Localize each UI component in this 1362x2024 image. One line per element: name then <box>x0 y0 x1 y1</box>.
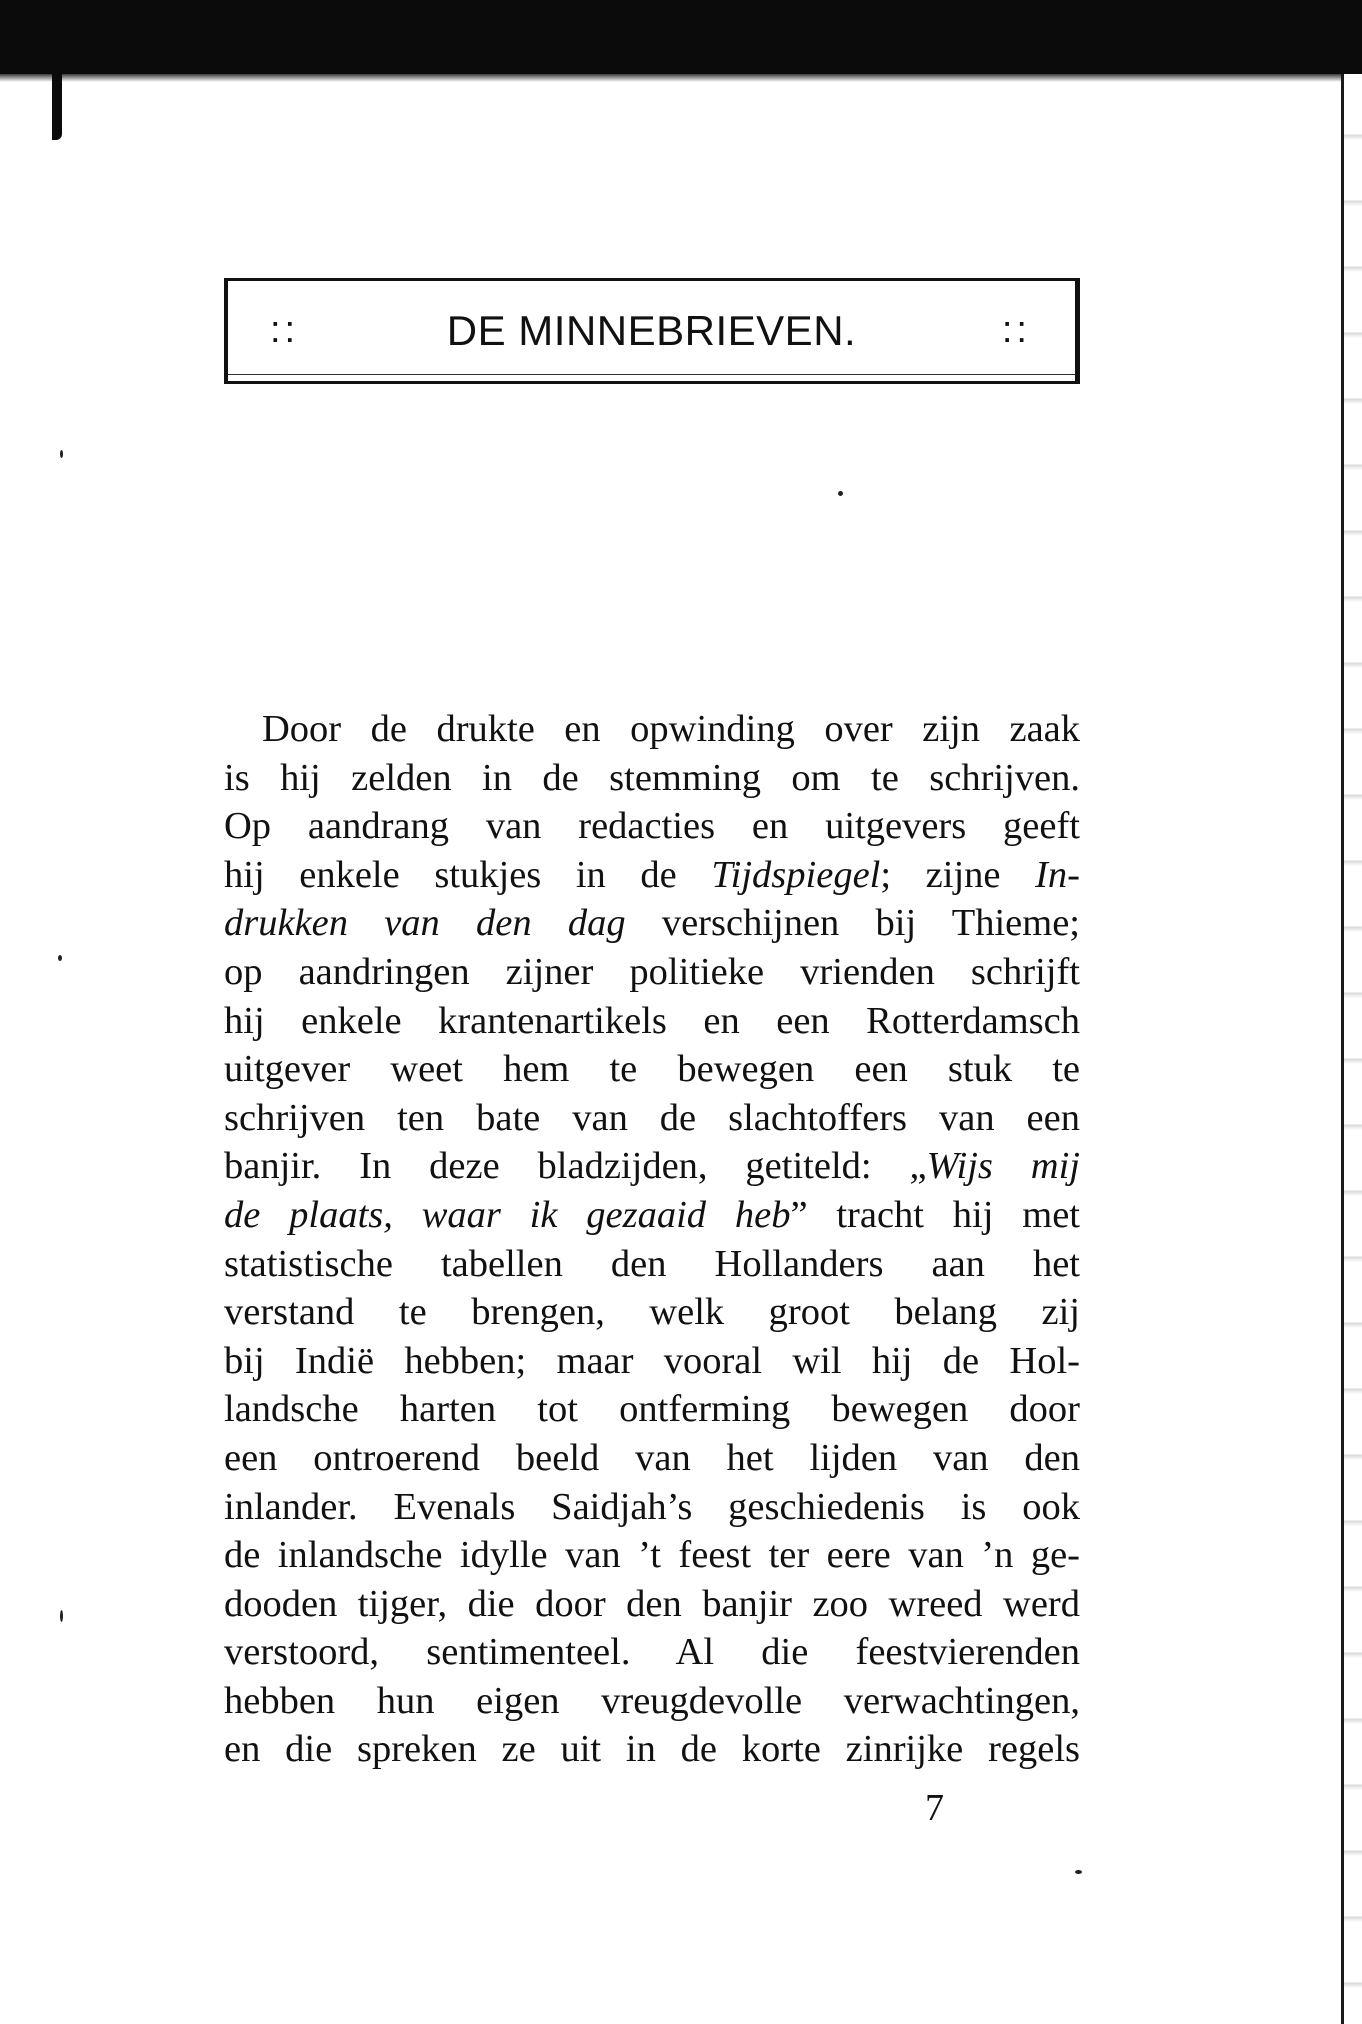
scan-speck <box>60 1610 63 1622</box>
text-line: hebben hun eigen vreugdevolle verwachtingen, <box>224 1679 1080 1722</box>
text-line: uitgever weet hem te bewegen een stuk te <box>224 1048 1080 1091</box>
text-line: Op aandrang van redacties en uitgevers geeft <box>224 805 1080 848</box>
chapter-heading-frame <box>224 278 1080 384</box>
text-line: banjir. In deze bladzijden, getiteld: „Wijs mij <box>224 1145 1080 1188</box>
text-line: hij enkele stukjes in de Tijdspiegel; zijne In- <box>224 853 1080 896</box>
text-line: een ontroerend beeld van het lijden van den <box>224 1436 1080 1479</box>
chapter-title: DE MINNEBRIEVEN. <box>446 307 857 354</box>
heading-ornament-right: :: <box>1001 309 1031 351</box>
text-line: inlander. Evenals Saidjah’s geschiedenis is ook <box>224 1485 1080 1528</box>
text-line: drukken van den dag verschijnen bij Thieme; <box>224 902 1080 945</box>
text-line: statistische tabellen den Hollanders aan het <box>224 1242 1080 1285</box>
text-line: dooden tijger, die door den banjir zoo wreed werd <box>224 1582 1080 1625</box>
heading-ornament-left: :: <box>270 309 300 351</box>
heading-rule <box>228 374 1075 375</box>
text-line: is hij zelden in de stemming om te schrijven. <box>224 756 1080 799</box>
text-line: verstoord, sentimenteel. Al die feestvierenden <box>224 1631 1080 1674</box>
scan-speck <box>838 491 843 496</box>
page-number: 7 <box>925 1787 944 1829</box>
text-line: op aandringen zijner politieke vrienden schrijft <box>224 950 1080 993</box>
text-line: en die spreken ze uit in de korte zinrijke regels <box>224 1728 1080 1771</box>
scan-shadow-top <box>0 0 1362 74</box>
text-line: verstand te brengen, welk groot belang zij <box>224 1291 1080 1334</box>
italic-title: drukken van den dag <box>224 902 626 945</box>
text-line: Door de drukte en opwinding over zijn zaak <box>262 708 1080 750</box>
scan-speck <box>1075 1870 1082 1874</box>
body-paragraph <box>224 705 1080 1774</box>
italic-title: de plaats, waar ik gezaaid heb <box>224 1193 791 1236</box>
text-line: de plaats, waar ik gezaaid heb” tracht hij met <box>224 1193 1080 1236</box>
italic-title: Tijdspiegel <box>711 853 881 896</box>
italic-title: Wijs mij <box>926 1145 1080 1188</box>
text-line: de inlandsche idylle van ’t feest ter eere van ’n ge- <box>224 1534 1080 1577</box>
text-line: hij enkele krantenartikels en een Rotterdamsch <box>224 999 1080 1042</box>
text-line: bij Indië hebben; maar vooral wil hij de Hol- <box>224 1339 1080 1382</box>
text-line: landsche harten tot ontferming bewegen door <box>224 1388 1080 1431</box>
text-line: schrijven ten bate van de slachtoffers van een <box>224 1096 1080 1139</box>
italic-title: In- <box>1035 853 1080 896</box>
scan-speck <box>60 450 63 458</box>
scan-shadow-right <box>1341 74 1362 2024</box>
scan-shadow-corner <box>52 70 62 140</box>
scan-speck <box>58 955 62 961</box>
